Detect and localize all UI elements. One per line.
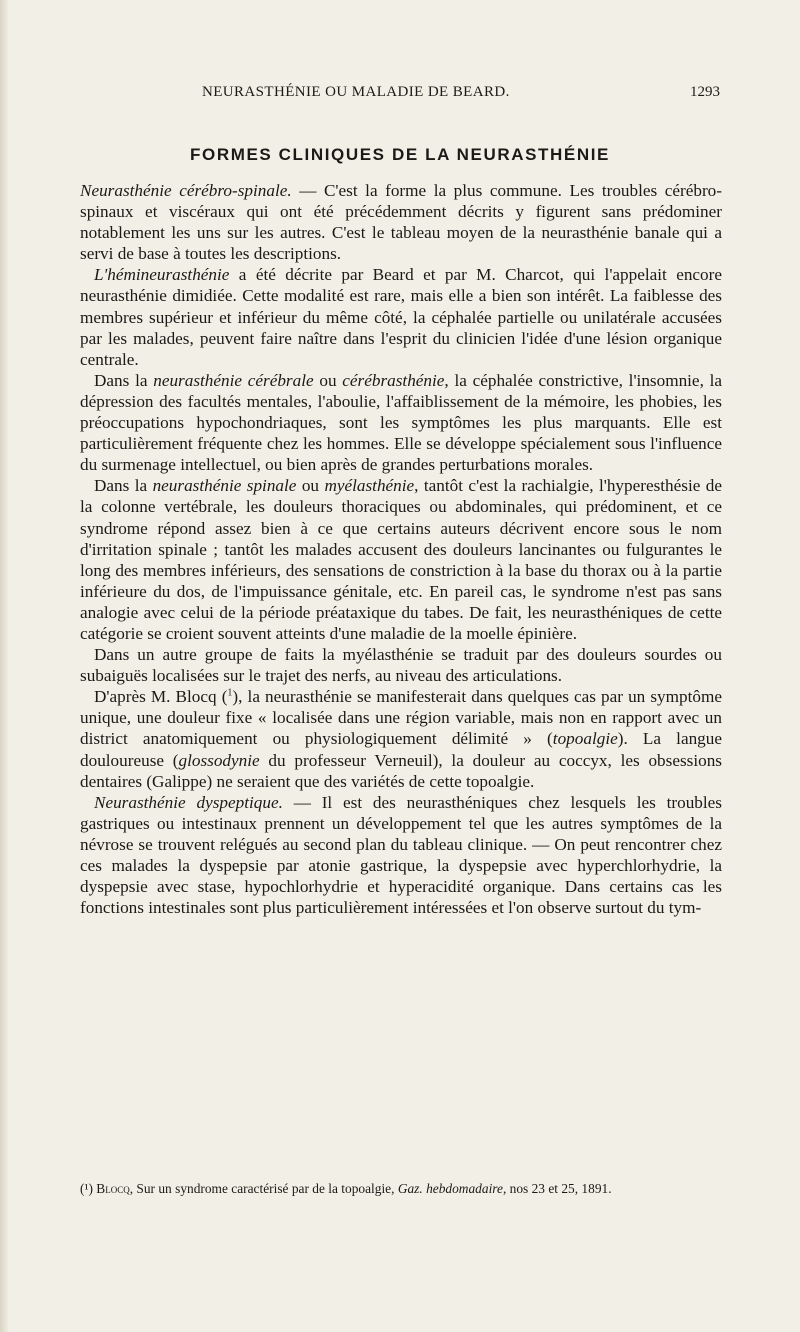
term-hemineurasthenie: L'hémineurasthénie bbox=[94, 265, 230, 285]
term-neurasthenie-spinale: neurasthénie spinale bbox=[152, 476, 297, 496]
footnote-issue: nos 23 et 25, 1891. bbox=[506, 1181, 612, 1196]
text-run: Dans la bbox=[94, 476, 153, 496]
text-run: Dans un autre groupe de faits la myélasthénie se traduit par des douleurs sourdes ou subaiguës localisées sur le trajet des nerfs, au niveau des articulations. bbox=[80, 645, 722, 686]
paragraph-cerebrale bbox=[80, 370, 722, 475]
paragraph-lead: Neurasthénie cérébro-spinale. bbox=[80, 181, 292, 200]
paragraph-text: — C'est la forme la plus commune. Les troubles cérébro-spinaux et viscéraux qui ont été précédemment décrits y figurent sans prédominer notablement les uns sur les autres. C'est le tableau moyen de la neurasthénie banale qui a servi de base à toutes les descriptions. bbox=[80, 181, 722, 264]
body-text bbox=[80, 180, 722, 918]
paragraph-lead: Neurasthénie dyspeptique. bbox=[94, 792, 283, 812]
text-run: D'après M. Blocq ( bbox=[94, 687, 228, 707]
text-run: Dans la bbox=[94, 370, 154, 390]
section-title: FORMES CLINIQUES DE LA NEURASTHÉNIE bbox=[190, 145, 610, 164]
footnote bbox=[80, 1180, 722, 1197]
footnote-marker: (¹) bbox=[80, 1181, 97, 1196]
term-glossodynie: glossodynie bbox=[178, 750, 260, 770]
page-binding-edge bbox=[0, 0, 8, 1332]
footnote-text: , Sur un syndrome caractérisé par de la topoalgie, bbox=[129, 1181, 398, 1196]
term-neurasthenie-cerebrale: neurasthénie cérébrale bbox=[153, 370, 314, 390]
paragraph-cerebro-spinale bbox=[80, 180, 722, 264]
running-title: NEURASTHÉNIE OU MALADIE DE BEARD. bbox=[202, 84, 510, 100]
paragraph-spinale bbox=[80, 475, 722, 644]
footnote-journal: Gaz. hebdomadaire, bbox=[397, 1181, 507, 1196]
text-run: , tantôt c'est la rachialgie, l'hyperesthésie de la colonne vertébrale, les douleurs thoraciques ou abdominales, qui prédominent, et ce syndrome répond assez bien à ce que certains auteurs décrivent encore sous le nom d'irritation spinale ; tantôt les malades accusent des douleurs lancinantes ou fulgurantes le long des membres inférieurs, des sensations de constriction à la base du thorax ou à la partie inférieure du dos, de l'impuissance génitale, etc. En pareil cas, le syndrome n'est pas sans analogie avec celui de la période préataxique du tabes. De fait, les neurasthéniques de cette catégorie se croient souvent atteints d'une maladie de la moelle épinière. bbox=[80, 476, 722, 643]
term-cerebrasthenie: cérébrasthénie bbox=[342, 370, 445, 390]
paragraph-topoalgie bbox=[80, 686, 722, 791]
footnote-author: Blocq bbox=[96, 1181, 130, 1196]
text-run: du professeur Verneuil), la douleur au coccyx, les obsessions dentaires (Galippe) ne seraient que des variétés de cette topoalgie. bbox=[80, 750, 722, 791]
page-number: 1293 bbox=[690, 84, 720, 100]
running-head bbox=[90, 84, 720, 108]
paragraph-myelasthenie-douleurs bbox=[80, 644, 722, 686]
text-run: ). La langue douloureuse ( bbox=[80, 729, 723, 770]
text-run: ), la neurasthénie se manifesterait dans quelques cas par un symptôme unique, une douleur fixe « localisée dans une région variable, mais non en rapport avec un district anatomiquement ou physiologiquement délimité » ( bbox=[80, 687, 722, 749]
paragraph-text: a été décrite par Beard et par M. Charcot, qui l'appelait encore neurasthénie dimidiée. Cette modalité est rare, mais elle a bien son intérêt. La faiblesse des membres supérieur et inférieur du même côté, la céphalée partielle ou unilatérale accusées par les malades, peuvent faire naître dans l'esprit du clinicien l'idée d'une lésion organique centrale. bbox=[80, 265, 722, 369]
term-topoalgie: topoalgie bbox=[552, 729, 618, 749]
paragraph-dyspeptique bbox=[80, 792, 722, 919]
text-run: ou bbox=[313, 370, 343, 390]
text-run: ou bbox=[296, 476, 325, 496]
paragraph-hemineurasthenie bbox=[80, 264, 722, 369]
footnote-reference[interactable]: 1 bbox=[227, 687, 233, 699]
text-run: — Il est des neurasthéniques chez lesquels les troubles gastriques ou intestinaux prennent un développement tel que les autres symptômes de la névrose se trouvent relégués au second plan du tableau clinique. — On peut rencontrer chez ces malades la dyspepsie par atonie gastrique, la dyspepsie avec hyperchlorhydrie, la dyspepsie avec stase, hypochlorhydrie et hyperacidité organique. Dans certains cas les fonctions intestinales sont plus particulièrement intéressées et l'on observe surtout du tym- bbox=[80, 792, 722, 918]
text-run: , la céphalée constrictive, l'insomnie, la dépression des facultés mentales, l'aboulie, l'affaiblissement de la mémoire, les phobies, les préoccupations hypochondriaques, sont les symptômes les plus marquants. Elle est particulièrement fréquente chez les hommes. Elle se développe spécialement sous l'influence du surmenage intellectuel, ou bien après de grandes perturbations morales. bbox=[80, 370, 723, 475]
term-myelasthenie: myélasthénie bbox=[324, 476, 415, 496]
